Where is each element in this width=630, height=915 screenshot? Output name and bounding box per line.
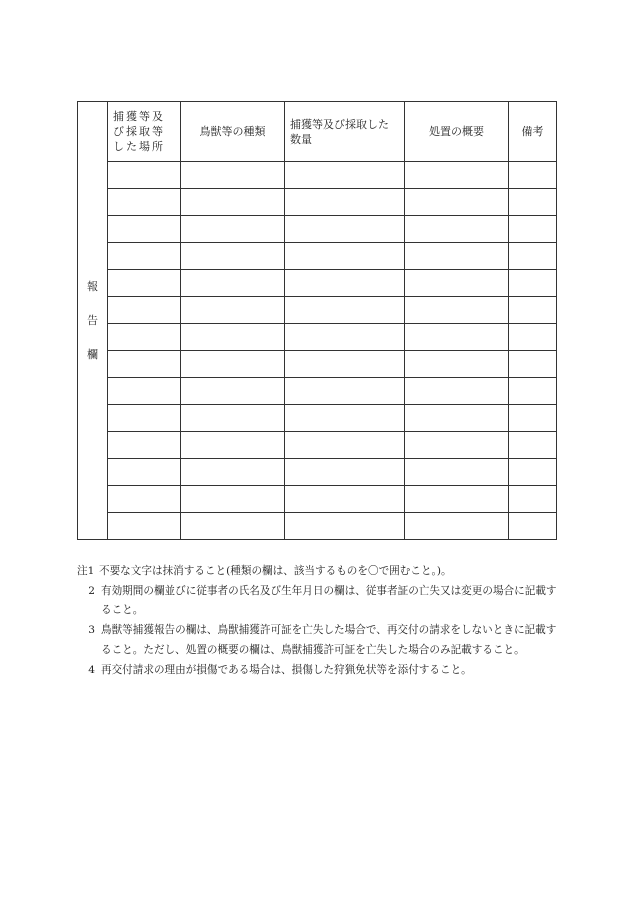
report-row: [78, 405, 557, 432]
cell-species[interactable]: [181, 432, 285, 459]
cell-species[interactable]: [181, 513, 285, 540]
cell-remarks[interactable]: [509, 459, 557, 486]
cell-quantity[interactable]: [285, 324, 405, 351]
header-capture-place: 捕獲等及 び採取等 した場所: [108, 102, 181, 162]
report-row: [78, 297, 557, 324]
cell-disposition[interactable]: [405, 459, 509, 486]
report-section-label: 報 告 欄: [87, 279, 98, 361]
report-row: [78, 216, 557, 243]
header-disposition: 処置の概要: [405, 102, 509, 162]
cell-place[interactable]: [108, 351, 181, 378]
cell-quantity[interactable]: [285, 513, 405, 540]
note-item: [77, 582, 557, 621]
report-section-label-cell: [78, 102, 108, 540]
report-row: [78, 162, 557, 189]
cell-place[interactable]: [108, 243, 181, 270]
cell-place[interactable]: [108, 378, 181, 405]
cell-species[interactable]: [181, 459, 285, 486]
note-item: [77, 621, 557, 660]
report-row: [78, 459, 557, 486]
cell-place[interactable]: [108, 513, 181, 540]
cell-place[interactable]: [108, 324, 181, 351]
note-number: 2: [88, 584, 95, 597]
cell-disposition[interactable]: [405, 216, 509, 243]
cell-remarks[interactable]: [509, 243, 557, 270]
cell-quantity[interactable]: [285, 162, 405, 189]
cell-species[interactable]: [181, 378, 285, 405]
cell-remarks[interactable]: [509, 270, 557, 297]
header-row: [78, 102, 557, 162]
note-text: 有効期間の欄並びに従事者の氏名及び生年月日の欄は、従事者証の亡失又は変更の場合に記載すること。: [101, 584, 557, 617]
cell-remarks[interactable]: [509, 513, 557, 540]
cell-remarks[interactable]: [509, 297, 557, 324]
cell-remarks[interactable]: [509, 405, 557, 432]
note-text: 不要な文字は抹消すること(種類の欄は、該当するものを〇で囲むこと。)。: [99, 565, 452, 577]
notes-section: [77, 562, 557, 680]
cell-remarks[interactable]: [509, 162, 557, 189]
cell-quantity[interactable]: [285, 270, 405, 297]
cell-disposition[interactable]: [405, 243, 509, 270]
report-row: [78, 378, 557, 405]
cell-quantity[interactable]: [285, 432, 405, 459]
cell-remarks[interactable]: [509, 432, 557, 459]
cell-remarks[interactable]: [509, 351, 557, 378]
cell-place[interactable]: [108, 216, 181, 243]
cell-place[interactable]: [108, 405, 181, 432]
cell-place[interactable]: [108, 189, 181, 216]
cell-species[interactable]: [181, 297, 285, 324]
cell-disposition[interactable]: [405, 297, 509, 324]
cell-species[interactable]: [181, 351, 285, 378]
header-species: 鳥獣等の種類: [181, 102, 285, 162]
cell-disposition[interactable]: [405, 351, 509, 378]
cell-species[interactable]: [181, 162, 285, 189]
report-table: [77, 101, 557, 540]
cell-species[interactable]: [181, 189, 285, 216]
cell-species[interactable]: [181, 216, 285, 243]
cell-quantity[interactable]: [285, 378, 405, 405]
cell-place[interactable]: [108, 270, 181, 297]
cell-remarks[interactable]: [509, 216, 557, 243]
cell-species[interactable]: [181, 243, 285, 270]
cell-remarks[interactable]: [509, 189, 557, 216]
cell-remarks[interactable]: [509, 486, 557, 513]
cell-disposition[interactable]: [405, 513, 509, 540]
note-number: 3: [88, 624, 95, 637]
cell-disposition[interactable]: [405, 189, 509, 216]
cell-remarks[interactable]: [509, 378, 557, 405]
cell-quantity[interactable]: [285, 351, 405, 378]
note-number: 4: [88, 663, 95, 676]
report-row: [78, 432, 557, 459]
note-number: 注1: [77, 565, 95, 577]
cell-disposition[interactable]: [405, 270, 509, 297]
cell-remarks[interactable]: [509, 324, 557, 351]
header-quantity: 捕獲等及び採取した 数量: [285, 102, 405, 162]
report-row: [78, 324, 557, 351]
report-row: [78, 189, 557, 216]
cell-quantity[interactable]: [285, 216, 405, 243]
cell-place[interactable]: [108, 162, 181, 189]
cell-place[interactable]: [108, 297, 181, 324]
cell-place[interactable]: [108, 459, 181, 486]
cell-species[interactable]: [181, 270, 285, 297]
report-row: [78, 243, 557, 270]
report-row: [78, 270, 557, 297]
cell-place[interactable]: [108, 432, 181, 459]
header-remarks: 備考: [509, 102, 557, 162]
cell-disposition[interactable]: [405, 486, 509, 513]
cell-quantity[interactable]: [285, 243, 405, 270]
cell-place[interactable]: [108, 486, 181, 513]
report-row: [78, 486, 557, 513]
cell-disposition[interactable]: [405, 432, 509, 459]
note-item: [77, 562, 557, 582]
cell-species[interactable]: [181, 405, 285, 432]
cell-quantity[interactable]: [285, 405, 405, 432]
report-row: [78, 351, 557, 378]
cell-disposition[interactable]: [405, 378, 509, 405]
cell-quantity[interactable]: [285, 459, 405, 486]
report-row: [78, 513, 557, 540]
cell-disposition[interactable]: [405, 405, 509, 432]
note-text: 再交付請求の理由が損傷である場合は、損傷した狩猟免状等を添付すること。: [101, 663, 472, 676]
cell-quantity[interactable]: [285, 189, 405, 216]
cell-disposition[interactable]: [405, 162, 509, 189]
cell-species[interactable]: [181, 486, 285, 513]
cell-disposition[interactable]: [405, 324, 509, 351]
cell-quantity[interactable]: [285, 297, 405, 324]
note-text: 鳥獣等捕獲報告の欄は、鳥獣捕獲許可証を亡失した場合で、再交付の請求をしないときに記載すること。ただし、処置の概要の欄は、鳥獣捕獲許可証を亡失した場合のみ記載すること。: [101, 624, 557, 656]
cell-quantity[interactable]: [285, 486, 405, 513]
note-item: [77, 661, 557, 681]
cell-species[interactable]: [181, 324, 285, 351]
